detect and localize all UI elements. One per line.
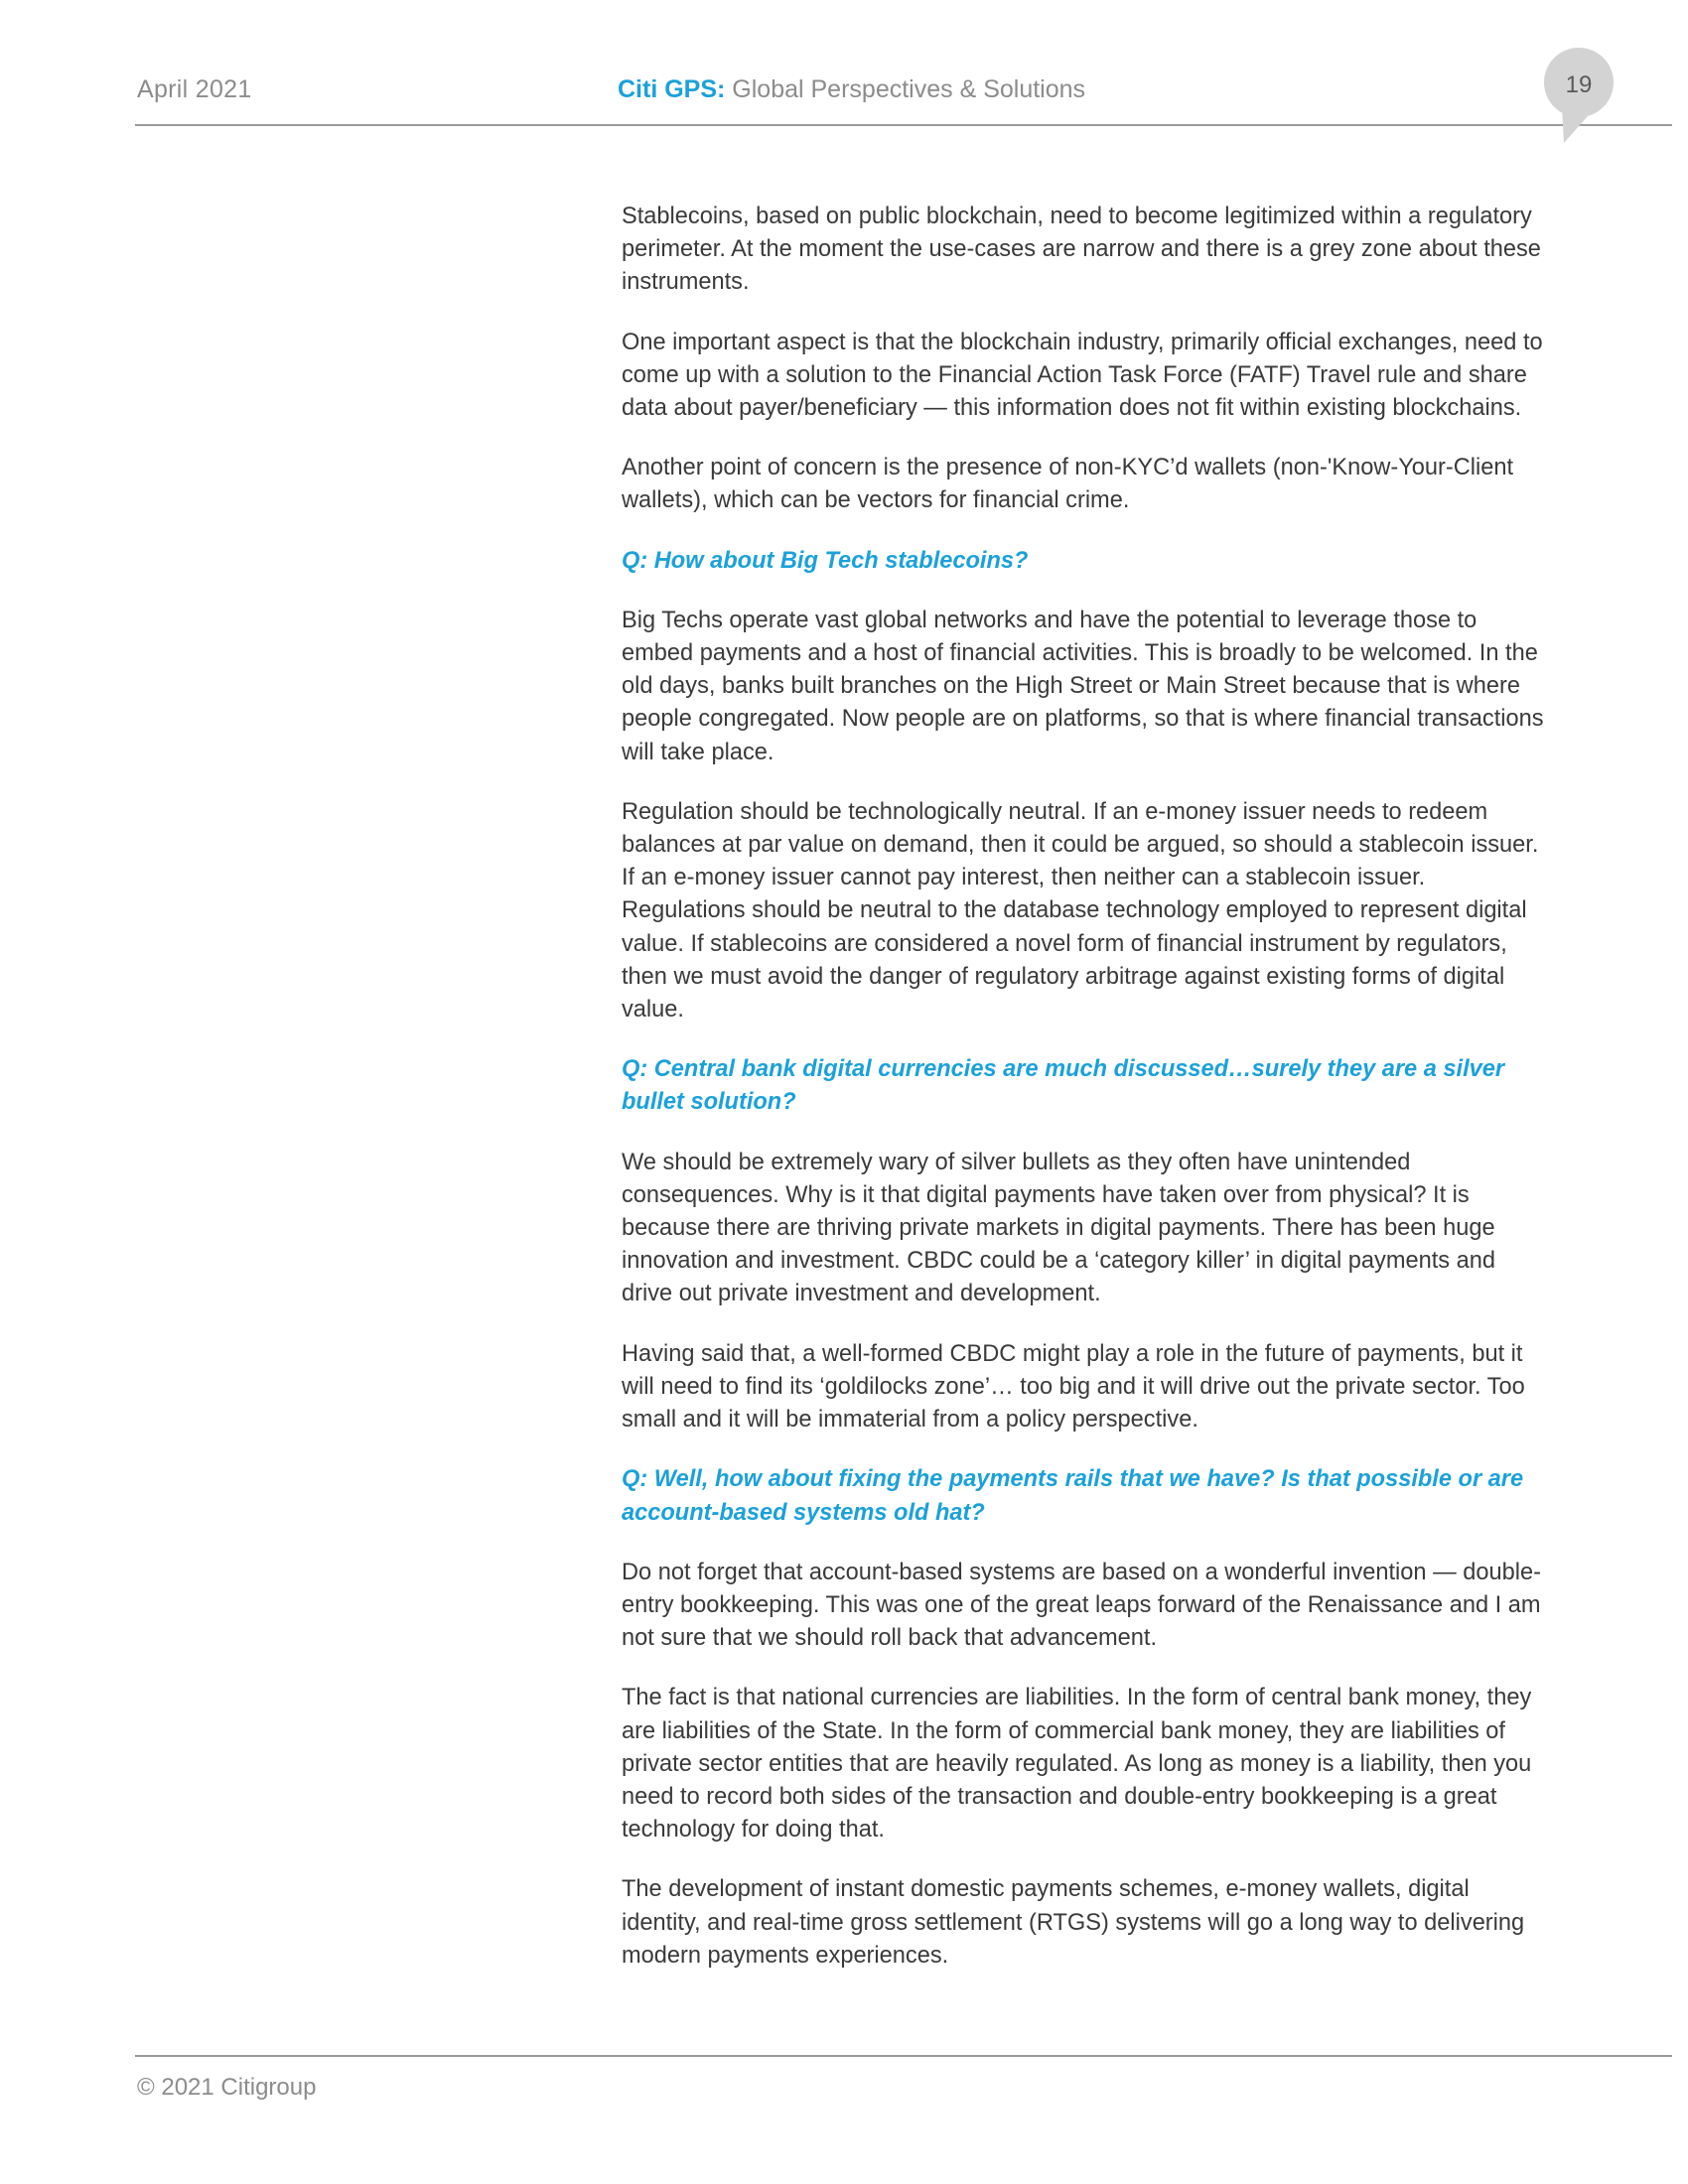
brand-subtitle: Global Perspectives & Solutions bbox=[732, 75, 1086, 103]
header-date: April 2021 bbox=[137, 75, 252, 103]
paragraph: Big Techs operate vast global networks and have the potential to leverage those to embed payments and a host of financial activities. This is broadly to be welcomed. In the old days, banks built branches on the High Street or Main Street because that is where people congregated. Now people are on platforms, so that is where financial transactions will take place. bbox=[622, 607, 1544, 765]
publication-title bbox=[618, 75, 1085, 104]
paragraph: Do not forget that account-based systems are based on a wonderful invention — double-entry bookkeeping. This was one of the great leaps forward of the Renaissance and I am not sure that we should roll back that advancement. bbox=[622, 1559, 1541, 1652]
article-body bbox=[622, 201, 1545, 1999]
footer-divider bbox=[135, 2055, 1672, 2057]
paragraph: The development of instant domestic payments schemes, e-money wallets, digital identity, and real-time gross settlement (RTGS) systems will go a long way to delivering modern payments experiences. bbox=[622, 1876, 1525, 1969]
paragraph: Having said that, a well-formed CBDC might play a role in the future of payments, but it will need to find its ‘goldilocks zone’… too big and it will drive out the private sector. Too small and it will be immaterial from a policy perspective. bbox=[622, 1340, 1525, 1433]
page-number: 19 bbox=[1565, 71, 1593, 98]
paragraph: One important aspect is that the blockchain industry, primarily official exchanges, need to come up with a solution to the Financial Action Task Force (FATF) Travel rule and share data about payer/beneficiary — this information does not fit within existing blockchains. bbox=[622, 329, 1543, 422]
page-number-badge bbox=[1544, 48, 1653, 147]
paragraph: The fact is that national currencies are liabilities. In the form of central bank money, they are liabilities of the State. In the form of commercial bank money, they are liabilities of private sector entities that are heavily regulated. As long as money is a liability, then you need to record both sides of the transaction and double-entry bookkeeping is a great technology for doing that. bbox=[622, 1685, 1532, 1843]
copyright-notice: © 2021 Citigroup bbox=[137, 2074, 317, 2101]
paragraph: Regulation should be technologically neutral. If an e-money issuer needs to redeem balances at par value on demand, then it could be argued, so should a stablecoin issuer. If an e-money issuer cannot pay interest, then neither can a stablecoin issuer. Regulations should be neutral to the database technology employed to represent digital value. If stablecoins are considered a novel form of financial instrument by regulators, then we must avoid the danger of regulatory arbitrage against existing forms of digital value. bbox=[622, 798, 1539, 1024]
header-divider bbox=[135, 124, 1672, 126]
interview-question: Q: Well, how about fixing the payments rails that we have? Is that possible or are account-based systems old hat? bbox=[622, 1466, 1524, 1526]
paragraph: We should be extremely wary of silver bullets as they often have unintended consequences. Why is it that digital payments have taken over from physical? It is because there are thriving private markets in digital payments. There has been huge innovation and investment. CBDC could be a ‘category killer’ in digital payments and drive out private investment and development. bbox=[622, 1149, 1495, 1307]
interview-question: Q: Central bank digital currencies are much discussed…surely they are a silver bullet solution? bbox=[622, 1056, 1505, 1116]
brand-name: Citi GPS: bbox=[618, 75, 726, 103]
interview-question: Q: How about Big Tech stablecoins? bbox=[622, 547, 1029, 574]
paragraph: Stablecoins, based on public blockchain, need to become legitimized within a regulatory perimeter. At the moment the use-cases are narrow and there is a grey zone about these instruments. bbox=[622, 204, 1541, 296]
paragraph: Another point of concern is the presence of non-KYC’d wallets (non-'Know-Your-Client wallets), which can be vectors for financial crime. bbox=[622, 455, 1514, 514]
